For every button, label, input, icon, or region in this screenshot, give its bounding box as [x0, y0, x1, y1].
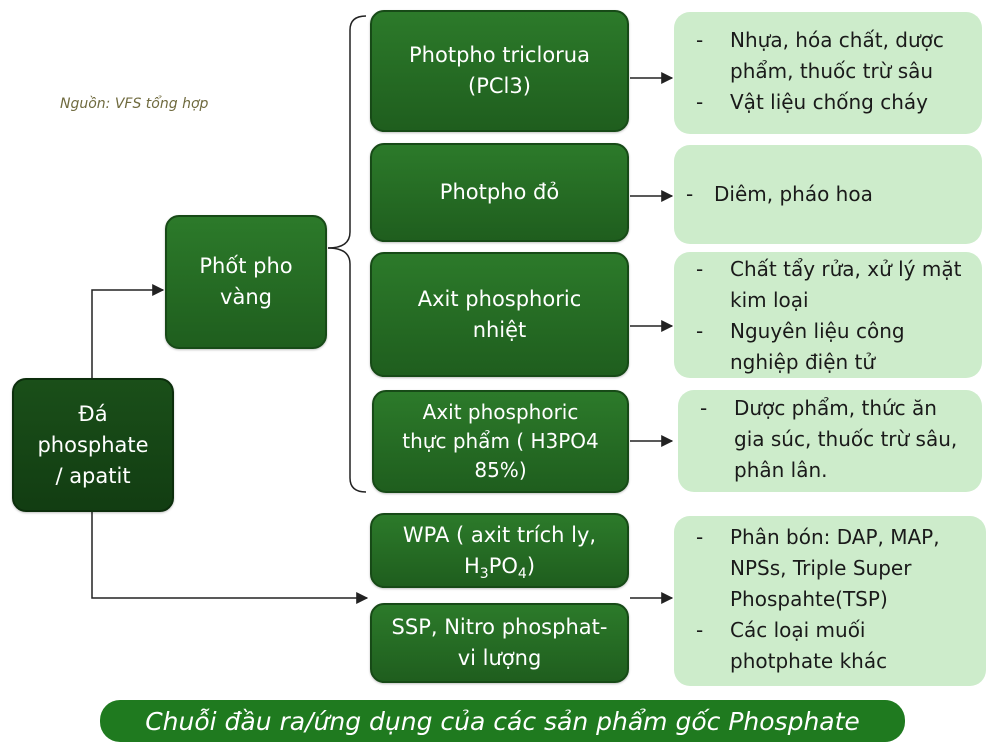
food-acid-line-3: 85%)	[474, 458, 527, 482]
product-box-pcl3	[370, 10, 629, 132]
application-item: - Nhựa, hóa chất, dược phẩm, thuốc trừ sâu	[694, 25, 966, 87]
application-item: - Vật liệu chống cháy	[694, 87, 966, 118]
source-note: Nguồn: VFS tổng hợp	[60, 96, 209, 112]
application-box-pcl3	[674, 12, 982, 134]
application-box-thermal-acid	[674, 252, 982, 378]
application-item: - Phân bón: DAP, MAP, NPSs, Triple Super Phospahte(TSP)	[694, 522, 970, 615]
product-box-ssp	[370, 603, 629, 683]
wpa-formula-h: H	[463, 553, 480, 578]
pcl3-line-2: (PCl3)	[468, 74, 531, 98]
application-box-fertilizer	[674, 516, 986, 686]
arrow-root-to-yellow-p	[92, 290, 163, 378]
product-box-thermal-acid	[370, 252, 629, 377]
root-box-phosphate-rock	[12, 378, 174, 512]
wpa-formula-po: PO	[488, 553, 518, 578]
root-line-2: phosphate	[37, 432, 149, 457]
product-box-red-phosphorus	[370, 143, 629, 242]
wpa-line-1: WPA ( axit trích ly,	[402, 522, 597, 547]
food-acid-line-1: Axit phosphoric	[422, 400, 579, 424]
thermal-acid-line-1: Axit phosphoric	[417, 286, 582, 311]
product-box-wpa	[370, 513, 629, 588]
application-item: - Diêm, pháo hoa	[684, 179, 873, 210]
thermal-acid-line-2: nhiệt	[472, 317, 527, 342]
red-p-line-1: Photpho đỏ	[439, 180, 560, 204]
root-line-1: Đá	[78, 401, 108, 426]
application-item: - Các loại muối photphate khác	[694, 615, 970, 677]
application-item: - Dược phẩm, thức ăn gia súc, thuốc trừ sâu, phân lân.	[698, 393, 966, 486]
ssp-line-2: vi lượng	[457, 646, 542, 670]
wpa-formula-close: )	[526, 553, 536, 578]
yellow-p-line-2: vàng	[220, 285, 272, 309]
application-item: - Chất tẩy rửa, xử lý mặt kim loại	[694, 254, 966, 316]
wpa-formula-sub-4: 4	[517, 565, 527, 582]
application-item: - Nguyên liệu công nghiệp điện tử	[694, 316, 966, 378]
root-line-3: / apatit	[55, 463, 131, 488]
wpa-line-2	[464, 551, 535, 582]
application-box-red-phosphorus	[674, 145, 982, 244]
arrow-root-to-wpa	[92, 512, 367, 598]
yellow-p-line-1: Phốt pho	[199, 254, 293, 278]
ssp-line-1: SSP, Nitro phosphat-	[391, 615, 608, 639]
application-box-food-acid	[678, 390, 982, 492]
yellow-phosphorus-box	[165, 215, 327, 349]
product-box-food-acid	[372, 390, 629, 493]
food-acid-line-2: thực phẩm ( H3PO4	[402, 429, 599, 453]
pcl3-line-1: Photpho triclorua	[409, 43, 590, 67]
wpa-formula-sub-3: 3	[479, 565, 489, 582]
brace-yellow-p	[328, 16, 366, 248]
diagram-caption: Chuỗi đầu ra/ứng dụng của các sản phẩm gốc Phosphate	[100, 700, 905, 742]
